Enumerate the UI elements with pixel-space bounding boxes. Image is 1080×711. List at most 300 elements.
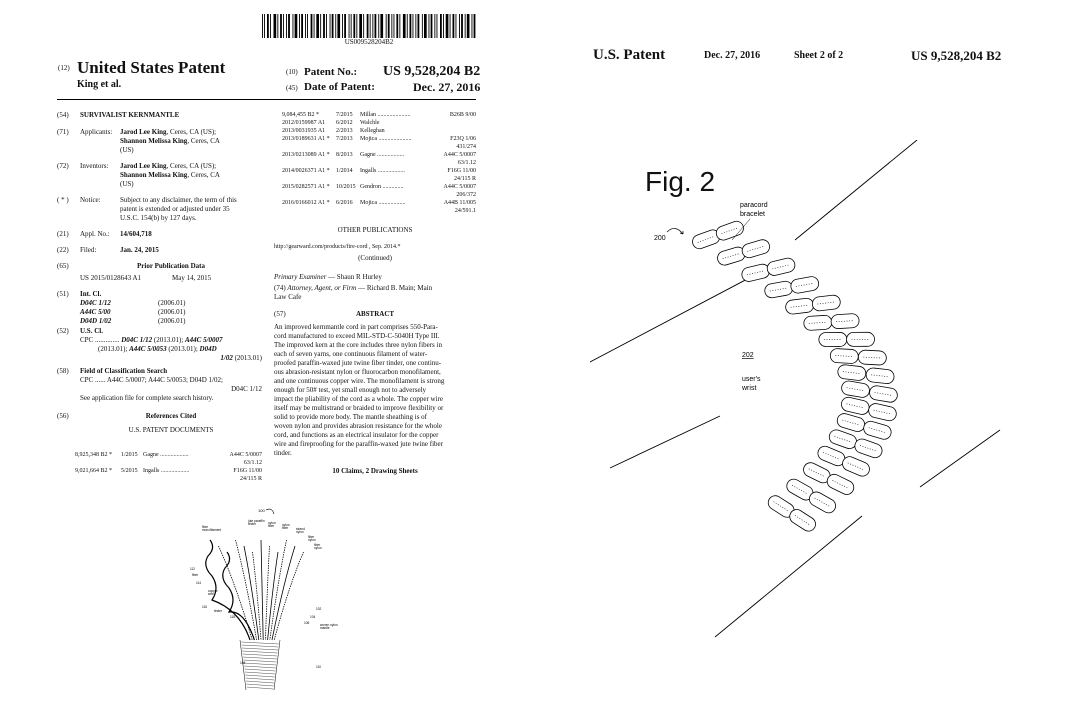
ref-class-2: 431/274 bbox=[456, 144, 476, 150]
abstract-heading: ABSTRACT bbox=[355, 310, 395, 318]
int-cl-version: (2006.01) bbox=[158, 317, 186, 325]
inventors-label: Inventors: bbox=[80, 162, 109, 170]
barcode-bar bbox=[270, 14, 271, 38]
int-cl-row bbox=[57, 299, 262, 308]
barcode-bar bbox=[262, 14, 263, 38]
references-heading: References Cited bbox=[145, 412, 197, 420]
barcode-bar bbox=[403, 14, 406, 38]
bracelet-knot bbox=[840, 396, 870, 416]
ref-number: 2013/0031935 A1 bbox=[282, 128, 326, 134]
mantle-weave bbox=[243, 660, 276, 662]
ref-class bbox=[424, 127, 476, 135]
barcode-bar bbox=[367, 14, 369, 38]
fig1-ref-number: 110 bbox=[316, 665, 322, 669]
us-cl-code: 1/02 bbox=[220, 354, 233, 362]
ref-number: 9,084,455 B2 * bbox=[282, 112, 320, 118]
appl-no-value: 14/604,718 bbox=[120, 230, 152, 238]
int-cl-code: A44C 5/00 bbox=[80, 308, 111, 316]
reference-row bbox=[282, 111, 476, 119]
us-cl-heading: U.S. Cl. bbox=[80, 327, 103, 335]
patent-no-code: (10) bbox=[286, 68, 298, 76]
date-label: Date of Patent: bbox=[304, 81, 375, 93]
fig1-label: fiber bbox=[282, 526, 289, 530]
ref-class bbox=[424, 119, 476, 127]
bracelet-knot bbox=[831, 313, 860, 329]
field-65-code: (65) bbox=[57, 262, 69, 270]
ref-number: 9,021,664 B2 * bbox=[75, 468, 113, 474]
left-column bbox=[57, 111, 262, 435]
ref-class: A44B 11/005 bbox=[443, 200, 476, 206]
classification-search-note: See application file for complete search history. bbox=[80, 394, 214, 402]
fig1-ref-number: 100 bbox=[258, 508, 265, 513]
bracelet-knot bbox=[868, 385, 898, 404]
mantle-weave bbox=[245, 675, 275, 677]
bracelet-knot bbox=[840, 455, 871, 479]
ref-class: B26B 9/00 bbox=[449, 112, 476, 118]
ref-class-2: 24/591.1 bbox=[454, 208, 476, 214]
fig1-ref-number: 104 bbox=[310, 615, 316, 619]
mantle-weave bbox=[241, 642, 279, 644]
barcode-bar bbox=[456, 14, 457, 38]
ref-name: Millan ...................... bbox=[360, 112, 411, 118]
reference-row-continued bbox=[75, 459, 262, 467]
classification-search-heading: Field of Classification Search bbox=[80, 367, 168, 375]
barcode-bar bbox=[286, 14, 287, 38]
mantle-weave bbox=[244, 666, 276, 668]
bracelet-knot bbox=[803, 315, 832, 331]
abstract-line: each of seven yarns, one continuous filament of water- bbox=[274, 350, 428, 358]
other-pub: http://gearward.com/products/fire-cord , Sep. 2014.* bbox=[274, 244, 401, 250]
bracelet-knot bbox=[714, 219, 745, 242]
ref-class: F16G 11/00 bbox=[447, 168, 476, 174]
barcode-icon bbox=[262, 14, 476, 38]
barcode-bar bbox=[351, 14, 352, 38]
barcode-bar bbox=[386, 14, 387, 38]
ref-name: Kelleghan bbox=[360, 128, 385, 134]
patent-title: United States Patent bbox=[77, 58, 226, 77]
ref-date: 6/2012 bbox=[336, 120, 353, 126]
barcode-bar bbox=[380, 14, 383, 38]
bracelet-knot bbox=[862, 420, 893, 441]
ref-date: 6/2016 bbox=[336, 200, 353, 206]
ref-class: A44C 5/0007 bbox=[443, 152, 476, 158]
barcode-bar bbox=[459, 14, 460, 38]
ref-name: Walchle bbox=[360, 120, 380, 126]
inventor-2: Shannon Melissa King bbox=[120, 171, 188, 179]
barcode-bar bbox=[337, 14, 340, 38]
other-pubs-heading: OTHER PUBLICATIONS bbox=[337, 226, 413, 234]
filed-value: Jan. 24, 2015 bbox=[120, 246, 159, 254]
barcode-bar bbox=[335, 14, 336, 38]
barcode-bar bbox=[465, 14, 466, 38]
ref-202: 202 bbox=[742, 352, 754, 359]
notice-code: ( * ) bbox=[57, 196, 69, 204]
mantle-weave bbox=[242, 651, 277, 653]
barcode-bar bbox=[413, 14, 414, 38]
barcode-bar bbox=[434, 14, 435, 38]
reference-row bbox=[75, 451, 262, 459]
barcode-bar bbox=[323, 14, 325, 38]
barcode-bar bbox=[311, 14, 313, 38]
reference-row bbox=[282, 119, 476, 127]
us-cl-code: D04D bbox=[199, 345, 217, 353]
ref-class: F23Q 1/06 bbox=[450, 136, 476, 142]
fiber-strand bbox=[261, 540, 263, 640]
us-cl-code: A44C 5/0053 bbox=[129, 345, 167, 353]
field-72-code: (72) bbox=[57, 162, 69, 170]
fiber-strand bbox=[272, 546, 295, 640]
barcode-bar bbox=[295, 14, 298, 38]
barcode-bar bbox=[267, 14, 269, 38]
fig1-label: nylon bbox=[296, 530, 304, 534]
ref-number: 2014/0026371 A1 * bbox=[282, 168, 330, 174]
bracelet-knot bbox=[865, 367, 894, 384]
bracelet-knot bbox=[764, 280, 794, 299]
examiner-label: Primary Examiner bbox=[274, 273, 327, 281]
fig1-label: fiber bbox=[192, 573, 199, 577]
barcode-bar bbox=[407, 14, 408, 38]
mantle-weave bbox=[243, 657, 277, 659]
examiner-value: — Shaun R Hurley bbox=[326, 273, 382, 281]
sheet-date: Dec. 27, 2016 bbox=[704, 50, 761, 61]
patent-no-label: Patent No.: bbox=[304, 66, 358, 78]
ref-name: Mojica .................. bbox=[360, 200, 406, 206]
applicant-country: (US) bbox=[120, 146, 134, 154]
fig1-label: tinder bbox=[214, 609, 222, 613]
int-cl-heading: Int. Cl. bbox=[80, 290, 102, 298]
barcode-bar bbox=[474, 14, 476, 38]
prior-pub-heading: Prior Publication Data bbox=[137, 262, 205, 270]
barcode-bar bbox=[332, 14, 334, 38]
field-58-code: (58) bbox=[57, 367, 69, 375]
ref-number: 2016/0166012 A1 * bbox=[282, 200, 330, 206]
us-cl-code: D04C 1/12 bbox=[121, 336, 153, 344]
us-cl-version: (2013.01); bbox=[166, 345, 200, 353]
fig1-ref-number: 106 bbox=[304, 621, 310, 625]
ref-date: 1/2015 bbox=[121, 452, 138, 458]
bracelet-knot bbox=[785, 298, 814, 315]
wrist-outline-lower-right-top bbox=[920, 430, 1000, 487]
abstract-line: solid to provide more body. The mantle sheathing is of bbox=[274, 413, 428, 421]
bracelet-knot bbox=[825, 472, 856, 497]
barcode-bar bbox=[461, 14, 463, 38]
mantle-weave bbox=[243, 654, 278, 656]
int-cl-row bbox=[57, 308, 262, 317]
mantle-weave bbox=[246, 684, 273, 686]
header-divider bbox=[57, 99, 476, 100]
barcode-bar bbox=[314, 14, 315, 38]
fig1-ref-number: 116 bbox=[202, 605, 208, 609]
bracelet-knot bbox=[867, 402, 897, 422]
fig1-ref-number: 102 bbox=[316, 607, 322, 611]
barcode-bar bbox=[342, 14, 343, 38]
bracelet-knot bbox=[830, 348, 859, 363]
inventors-short: King et al. bbox=[77, 79, 122, 90]
barcode-bar bbox=[391, 14, 392, 38]
barcode-bar bbox=[399, 14, 400, 38]
abstract-line: woven nylon and provides abrasion resistance for the whole bbox=[274, 422, 442, 430]
fig1-label: strand bbox=[296, 527, 305, 531]
fig1-label: wire bbox=[208, 592, 214, 596]
barcode-bar bbox=[344, 14, 346, 38]
reference-row bbox=[282, 127, 476, 135]
reference-row-continued bbox=[282, 191, 476, 199]
ref-number: 8,925,348 B2 * bbox=[75, 452, 113, 458]
abstract-text bbox=[274, 323, 476, 458]
barcode-bar bbox=[307, 14, 308, 38]
barcode-bar bbox=[396, 14, 398, 38]
us-cl-version: (2013.01); bbox=[152, 336, 186, 344]
mantle-weave bbox=[244, 669, 275, 671]
barcode-bar bbox=[372, 14, 373, 38]
prior-pub-number: US 2015/0128643 A1 bbox=[80, 274, 142, 282]
fig1-label: mantle bbox=[320, 626, 330, 630]
inventor-2-location: , Ceres, CA bbox=[187, 171, 220, 179]
barcode-bar bbox=[429, 14, 430, 38]
barcode-bar bbox=[431, 14, 433, 38]
barcode-bar bbox=[349, 14, 350, 38]
bracelet-knot bbox=[837, 364, 866, 381]
barcode-bar bbox=[378, 14, 379, 38]
ref-number: 2013/0189631 A1 * bbox=[282, 136, 330, 142]
notice-line: Subject to any disclaimer, the term of this bbox=[120, 196, 237, 204]
fig1-label: nylon bbox=[314, 546, 322, 550]
bracelet-knot bbox=[853, 437, 884, 460]
attorney-firm: Law Cafe bbox=[274, 293, 302, 301]
barcode-bar bbox=[415, 14, 416, 38]
bracelet-knot bbox=[819, 332, 847, 346]
date-value: Dec. 27, 2016 bbox=[413, 80, 481, 94]
barcode-bar bbox=[440, 14, 442, 38]
left-references bbox=[75, 451, 262, 483]
bracelet-knot bbox=[847, 332, 875, 346]
fig1-ref-number: 112 bbox=[190, 567, 196, 571]
barcode-bar bbox=[388, 14, 390, 38]
label-users: user's bbox=[742, 376, 761, 383]
bracelet-knot bbox=[841, 380, 871, 399]
fiber-strand bbox=[219, 546, 253, 640]
field-54-code: (54) bbox=[57, 111, 69, 119]
inventor-1-location: , Ceres, CA (US); bbox=[166, 162, 217, 170]
ref-name: Gendron .............. bbox=[360, 184, 404, 190]
mantle-weave bbox=[246, 681, 274, 683]
abstract-code: (57) bbox=[274, 310, 286, 318]
us-cl-body bbox=[57, 336, 262, 363]
ref-date: 7/2013 bbox=[336, 136, 353, 142]
field-51-code: (51) bbox=[57, 290, 69, 298]
fig1-ref-number: 108 bbox=[240, 661, 246, 665]
barcode-bar bbox=[277, 14, 278, 38]
ref-class-2: 63/1.12 bbox=[457, 160, 476, 166]
fig1-ref-number: 118 bbox=[230, 615, 236, 619]
fig1-label: woven nylon bbox=[320, 623, 338, 627]
barcode-bar bbox=[301, 14, 303, 38]
barcode-bar bbox=[359, 14, 362, 38]
fiber-strand bbox=[274, 552, 303, 640]
ref-number: 2013/0213089 A1 * bbox=[282, 152, 330, 158]
barcode-bar bbox=[326, 14, 327, 38]
barcode-bar bbox=[472, 14, 473, 38]
fig1-label: jute paraffin bbox=[248, 519, 265, 523]
int-cl-version: (2006.01) bbox=[158, 308, 186, 316]
barcode-bar bbox=[422, 14, 423, 38]
figure-1-drawing bbox=[188, 500, 338, 690]
ref-number: 2012/0159987 A1 bbox=[282, 120, 326, 126]
bracelet-knot bbox=[836, 412, 867, 433]
abstract-line: impact the pliability of the cord as a whole. The copper wire bbox=[274, 395, 443, 403]
sheet-number: Sheet 2 of 2 bbox=[794, 50, 844, 61]
applicants-label: Applicants: bbox=[80, 128, 113, 136]
abstract-line: itself may be multistrand or braided to improve flexibility or bbox=[274, 404, 444, 412]
fig1-label: fiber bbox=[308, 535, 315, 539]
reference-row-continued bbox=[282, 175, 476, 183]
reference-row bbox=[282, 151, 476, 159]
continued-note: (Continued) bbox=[358, 254, 392, 262]
attorney-value: — Richard B. Main; Main bbox=[356, 284, 433, 292]
abstract-line: and one continuous copper wire. The monofilament is strong bbox=[274, 377, 445, 385]
classification-search-line: D04C 1/12 bbox=[231, 385, 262, 393]
reference-row-continued bbox=[282, 159, 476, 167]
fig1-label: nylon bbox=[268, 521, 276, 525]
ref-class-2: 24/115 R bbox=[454, 176, 476, 182]
mantle-weave bbox=[242, 645, 279, 647]
invention-title: SURVIVALIST KERNMANTLE bbox=[80, 111, 180, 119]
abstract-line: proofed paraffin-waxed jute twine fiber tinder, one continu- bbox=[274, 359, 442, 367]
barcode-bar bbox=[299, 14, 300, 38]
notice-label: Notice: bbox=[80, 196, 101, 204]
us-cl-version: (2013.01); bbox=[98, 345, 130, 353]
fig1-label: monofilament bbox=[202, 528, 222, 532]
barcode-bar bbox=[288, 14, 290, 38]
us-cl-code: A44C 5/0007 bbox=[185, 336, 223, 344]
ref-name: Gagne .................. bbox=[360, 152, 405, 158]
barcode-bar bbox=[274, 14, 277, 38]
wrist-outline-upper-right bbox=[795, 140, 917, 240]
bracelet-knot bbox=[740, 263, 770, 283]
fig1-label: nylon bbox=[308, 538, 316, 542]
int-cl-code: D04D 1/02 bbox=[80, 317, 112, 325]
right-column bbox=[274, 226, 476, 476]
classification-search-body bbox=[57, 376, 262, 403]
mantle-weave bbox=[245, 672, 275, 674]
mantle-weave bbox=[244, 663, 276, 665]
classification-search-line: CPC ...... A44C 5/0007; A44C 5/0053; D04D 1/02; bbox=[80, 376, 223, 384]
sheet-title: U.S. Patent bbox=[593, 47, 666, 63]
attorney-code: (74) bbox=[274, 284, 288, 292]
reference-row bbox=[282, 167, 476, 175]
fig1-label: nylon bbox=[282, 523, 290, 527]
ref-name: Ingalls .................. bbox=[360, 168, 405, 174]
ref-name: Gagne ................... bbox=[143, 452, 189, 458]
notice-line: U.S.C. 154(b) by 127 days. bbox=[120, 214, 197, 222]
right-references bbox=[282, 111, 476, 215]
ref-class-2: 24/115 R bbox=[240, 476, 262, 482]
int-cl-code: D04C 1/12 bbox=[80, 299, 111, 307]
barcode-bar bbox=[437, 14, 438, 38]
reference-row-continued bbox=[282, 207, 476, 215]
inventor-1: Jarod Lee King bbox=[120, 162, 167, 170]
barcode-bar bbox=[264, 14, 265, 38]
barcode-bar bbox=[410, 14, 412, 38]
abstract-line: wire and fireproofing for the paraffin-waxed jute twine fiber bbox=[274, 440, 443, 448]
bracelet-knot bbox=[790, 276, 820, 295]
ref-class: F16G 11/00 bbox=[233, 468, 262, 474]
date-code: (45) bbox=[286, 84, 298, 92]
ref-date: 10/2015 bbox=[336, 184, 356, 190]
mantle-weave bbox=[242, 648, 278, 650]
reference-row-continued bbox=[75, 475, 262, 483]
filed-label: Filed: bbox=[80, 246, 97, 254]
barcode-bar bbox=[375, 14, 377, 38]
applicant-1-location: , Ceres, CA (US); bbox=[166, 128, 217, 136]
abstract-line: The improved kern at the core includes three nylon fibers in bbox=[274, 341, 442, 349]
figure-2-drawing bbox=[590, 140, 1030, 640]
applicant-2: Shannon Melissa King bbox=[120, 137, 188, 145]
fiber-strand bbox=[268, 552, 278, 640]
ref-date: 2/2013 bbox=[336, 128, 353, 134]
mantle-weave bbox=[247, 687, 274, 689]
bracelet-knot bbox=[766, 257, 796, 277]
abstract-line: ous abrasion-resistant nylon or fluorocarbon monofilament, bbox=[274, 368, 441, 376]
abstract-line: cord, and functions as an electrical insulator for the copper bbox=[274, 431, 439, 439]
ref-date: 5/2015 bbox=[121, 468, 138, 474]
label-wrist: wrist bbox=[742, 385, 757, 392]
barcode-bar bbox=[316, 14, 319, 38]
field-52-code: (52) bbox=[57, 327, 69, 335]
ref-date: 1/2014 bbox=[336, 168, 353, 174]
fig1-label: fiber bbox=[202, 525, 209, 529]
reference-row-continued bbox=[282, 143, 476, 151]
reference-row bbox=[75, 467, 262, 475]
barcode-bar bbox=[330, 14, 331, 38]
applicant-2-location: , Ceres, CA bbox=[187, 137, 220, 145]
barcode-bar bbox=[283, 14, 284, 38]
sheet-patent-number: US 9,528,204 B2 bbox=[911, 48, 1002, 63]
claims-count: 10 Claims, 2 Drawing Sheets bbox=[332, 467, 418, 475]
field-21-code: (21) bbox=[57, 230, 69, 238]
reference-row bbox=[282, 135, 476, 143]
us-cl-version: (2013.01) bbox=[232, 354, 262, 362]
int-cl-version: (2006.01) bbox=[158, 299, 186, 307]
label-bracelet: bracelet bbox=[740, 211, 765, 218]
ref-number: 2015/0282571 A1 * bbox=[282, 184, 330, 190]
ref-class-2: 63/1.12 bbox=[243, 460, 262, 466]
field-71-code: (71) bbox=[57, 128, 69, 136]
notice-line: patent is extended or adjusted under 35 bbox=[120, 205, 230, 213]
bracelet-knot bbox=[858, 350, 887, 365]
barcode-number: US009528204B2 bbox=[344, 38, 394, 46]
barcode-bar bbox=[450, 14, 451, 38]
reference-row bbox=[282, 199, 476, 207]
cpc-label: CPC .............. bbox=[80, 336, 120, 344]
ref-date: 7/2015 bbox=[336, 112, 353, 118]
fig1-label: copper bbox=[208, 589, 218, 593]
applicant-1: Jarod Lee King bbox=[120, 128, 167, 136]
barcode-bar bbox=[370, 14, 371, 38]
ref-name: Ingalls ................... bbox=[143, 468, 190, 474]
figure-2-label: Fig. 2 bbox=[645, 166, 716, 197]
mantle-weave bbox=[246, 678, 275, 680]
barcode-bar bbox=[293, 14, 294, 38]
ref-date: 8/2013 bbox=[336, 152, 353, 158]
barcode-bar bbox=[446, 14, 449, 38]
us-patent-docs-heading: U.S. PATENT DOCUMENTS bbox=[128, 426, 214, 434]
ref-name: Mojica ...................... bbox=[360, 136, 412, 142]
abstract-line: enough for 50# test, yet small enough not to adversely bbox=[274, 386, 427, 394]
ref-200: 200 bbox=[654, 235, 666, 242]
inventor-country: (US) bbox=[120, 180, 134, 188]
barcode-bar bbox=[353, 14, 355, 38]
